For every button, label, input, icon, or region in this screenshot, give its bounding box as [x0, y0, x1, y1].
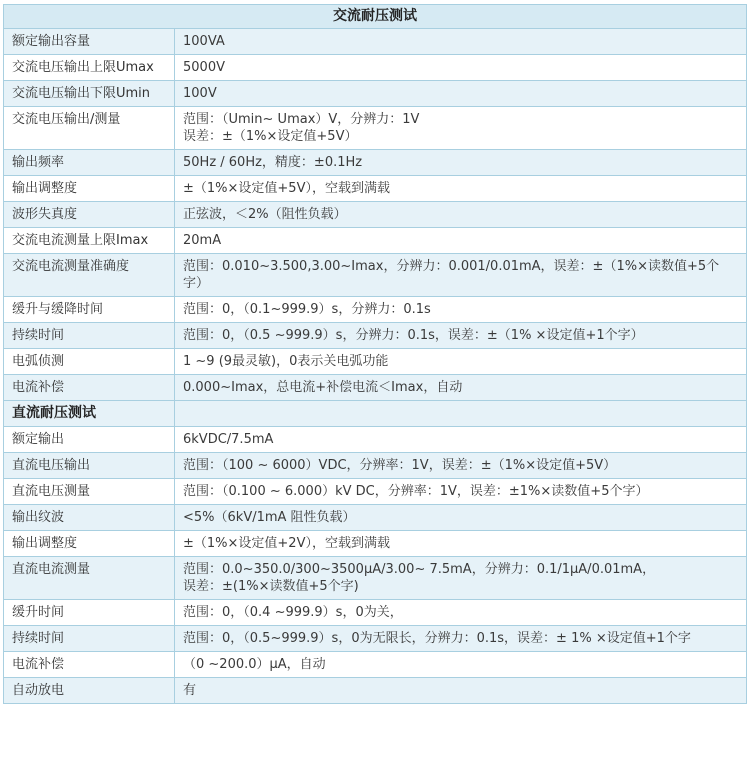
dc-section-empty-cell	[175, 401, 747, 427]
table-row	[4, 107, 747, 150]
spec-value-line: 范围：（0.100 ~ 6.000）kV DC，分辨率：1V，误差：±1%×读数值+5个字）	[183, 484, 649, 499]
spec-label: 缓升时间	[4, 600, 175, 626]
spec-label: 交流电压输出下限Umin	[4, 81, 175, 107]
spec-value-line: 范围：0，（0.5 ~999.9）s，分辨力：0.1s，误差：±（1% ×设定值+1个字）	[183, 328, 644, 343]
spec-value	[175, 427, 747, 453]
spec-value	[175, 29, 747, 55]
spec-value	[175, 600, 747, 626]
spec-value-line: 范围：0.010~3.500,3.00~Imax，分辨力：0.001/0.01mA，误差：±（1%×读数值+5个字）	[183, 259, 720, 291]
table-row	[4, 626, 747, 652]
spec-label: 电流补偿	[4, 375, 175, 401]
spec-label: 交流电压输出上限Umax	[4, 55, 175, 81]
spec-value-line: <5%（6kV/1mA 阻性负载）	[183, 510, 356, 525]
table-row	[4, 150, 747, 176]
spec-value-line: 误差：±(1%×读数值+5个字)	[183, 579, 359, 594]
table-row	[4, 297, 747, 323]
table-row	[4, 176, 747, 202]
spec-value	[175, 557, 747, 600]
spec-value	[175, 375, 747, 401]
spec-value-line: 6kVDC/7.5mA	[183, 432, 274, 447]
table-row	[4, 505, 747, 531]
spec-value	[175, 479, 747, 505]
spec-value-line: 误差：±（1%×设定值+5V）	[183, 129, 358, 144]
spec-value	[175, 228, 747, 254]
spec-value-line: 范围：0，（0.5~999.9）s，0为无限长，分辨力：0.1s，误差：± 1% ×设定值+1个字	[183, 631, 691, 646]
spec-value-line: 50Hz / 60Hz，精度：±0.1Hz	[183, 155, 363, 170]
table-row	[4, 349, 747, 375]
table-row	[4, 202, 747, 228]
spec-value-line: 范围：（100 ~ 6000）VDC，分辨率：1V，误差：±（1%×设定值+5V）	[183, 458, 617, 473]
spec-value-line: 范围：0，（0.1~999.9）s，分辨力：0.1s	[183, 302, 431, 317]
spec-label: 持续时间	[4, 323, 175, 349]
spec-label: 波形失真度	[4, 202, 175, 228]
spec-value-line: 范围：（Umin~ Umax）V，分辨力：1V	[183, 112, 420, 127]
table-row	[4, 29, 747, 55]
spec-value	[175, 107, 747, 150]
table-row	[4, 678, 747, 704]
spec-label: 输出调整度	[4, 176, 175, 202]
spec-table	[3, 4, 747, 704]
spec-value	[175, 349, 747, 375]
spec-value	[175, 531, 747, 557]
spec-value	[175, 297, 747, 323]
spec-value	[175, 678, 747, 704]
dc-section-body	[4, 427, 747, 704]
spec-value	[175, 505, 747, 531]
spec-value	[175, 652, 747, 678]
spec-value-line: （0 ~200.0）μA，自动	[183, 657, 326, 672]
spec-value	[175, 202, 747, 228]
table-row	[4, 323, 747, 349]
spec-value-line: 范围：0.0~350.0/300~3500μA/3.00~ 7.5mA，分辨力：0.1/1μA/0.01mA，	[183, 562, 656, 577]
table-row	[4, 531, 747, 557]
spec-label: 电流补偿	[4, 652, 175, 678]
table-title: 交流耐压测试	[4, 5, 747, 29]
spec-value	[175, 254, 747, 297]
spec-value-line: 有	[183, 683, 197, 698]
table-row	[4, 652, 747, 678]
table-row	[4, 557, 747, 600]
spec-label: 额定输出容量	[4, 29, 175, 55]
spec-value	[175, 150, 747, 176]
spec-label: 电弧侦测	[4, 349, 175, 375]
spec-label: 输出调整度	[4, 531, 175, 557]
spec-label: 自动放电	[4, 678, 175, 704]
dc-section-header-row	[4, 401, 747, 427]
spec-label: 直流电流测量	[4, 557, 175, 600]
spec-value	[175, 176, 747, 202]
spec-value-line: 20mA	[183, 233, 222, 248]
spec-label: 直流电压测量	[4, 479, 175, 505]
spec-value	[175, 453, 747, 479]
spec-label: 直流电压输出	[4, 453, 175, 479]
spec-label: 交流电流测量准确度	[4, 254, 175, 297]
spec-value	[175, 323, 747, 349]
spec-value-line: 100VA	[183, 34, 225, 49]
spec-value-line: 范围：0，（0.4 ~999.9）s，0为关，	[183, 605, 403, 620]
dc-section-title: 直流耐压测试	[4, 401, 175, 427]
table-row	[4, 427, 747, 453]
table-row	[4, 479, 747, 505]
spec-value-line: ±（1%×设定值+5V），空载到满载	[183, 181, 390, 196]
spec-label: 缓升与缓降时间	[4, 297, 175, 323]
spec-value-line: 5000V	[183, 60, 225, 75]
spec-value-line: 0.000~Imax，总电流+补偿电流＜Imax，自动	[183, 380, 463, 395]
table-row	[4, 55, 747, 81]
table-row	[4, 600, 747, 626]
table-row	[4, 453, 747, 479]
spec-value-line: 100V	[183, 86, 217, 101]
spec-label: 交流电压输出/测量	[4, 107, 175, 150]
spec-label: 输出频率	[4, 150, 175, 176]
spec-value	[175, 81, 747, 107]
spec-value-line: 正弦波，＜2%（阻性负载）	[183, 207, 347, 222]
spec-value-line: 1 ~9 (9最灵敏)，0表示关电弧功能	[183, 354, 389, 369]
spec-label: 持续时间	[4, 626, 175, 652]
spec-value-line: ±（1%×设定值+2V），空载到满载	[183, 536, 390, 551]
spec-label: 交流电流测量上限Imax	[4, 228, 175, 254]
ac-section-body	[4, 29, 747, 401]
table-row	[4, 375, 747, 401]
table-row	[4, 228, 747, 254]
spec-label: 额定输出	[4, 427, 175, 453]
table-row	[4, 254, 747, 297]
spec-value	[175, 626, 747, 652]
table-row	[4, 81, 747, 107]
spec-label: 输出纹波	[4, 505, 175, 531]
spec-value	[175, 55, 747, 81]
